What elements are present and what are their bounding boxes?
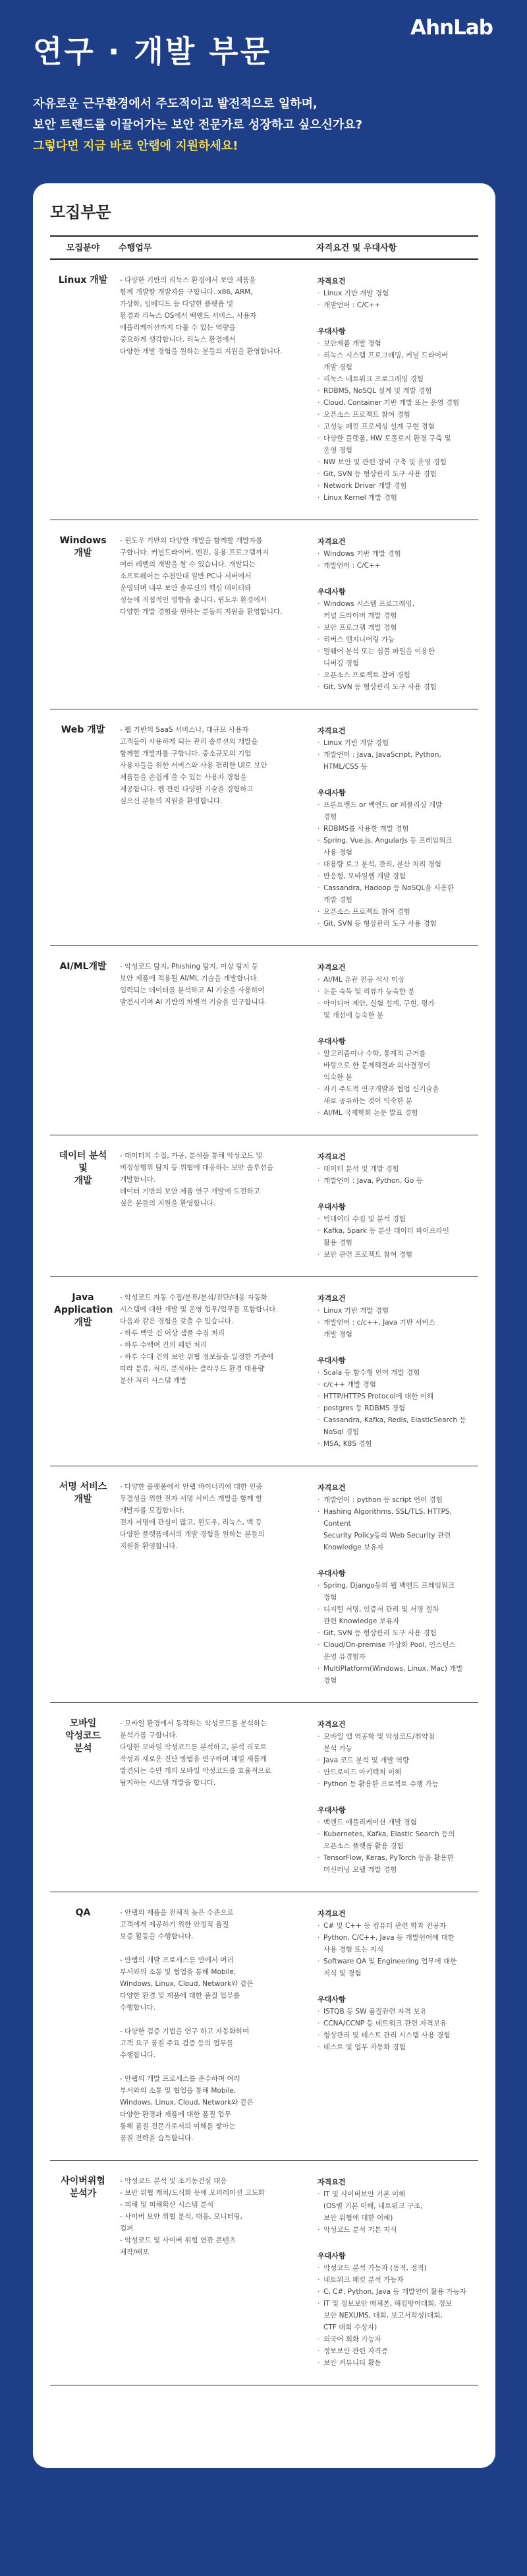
list-item: · 오픈소스 프로젝트 참여 경험 [318,906,474,918]
list-item: · Git, SVN 등 형상관리 도구 사용 경험 [318,918,474,930]
preferences-section [318,2250,474,2369]
list-item: · Kubernetes, Kafka, Elastic Search 등의 오픈소스 플랫폼 활용 경험 [318,1828,474,1852]
requirements-section [318,1908,474,1979]
table-row [50,520,478,709]
list-item: · 알고리즘이나 수학, 통계적 근거를 바탕으로 한 문제해결과 의사결정이 익숙한 분 [318,1048,474,1083]
table-row [50,1892,478,2161]
requirements-list [318,737,474,773]
requirements-title: 자격요건 [318,1483,346,1492]
list-item: · Linux Kernel 개발 경험 [318,492,474,504]
list-item: · CCNA/CCNP 등 네트워크 관련 자격보유 [318,2018,474,2029]
requirements-title: 자격요건 [318,1153,346,1161]
table-row [50,2161,478,2385]
position-requirements [314,1703,478,1892]
preferences-list [318,338,474,504]
list-item: · 개발언어 : C/C++ [318,299,474,311]
column-header-requirements: 자격요건 및 우대사항 [314,236,478,259]
list-item: · 악성코드 분석 기본 지식 [318,2224,474,2236]
column-header-duties: 수행업무 [116,236,314,259]
list-item: · Cassandra, Kafka, Redis, ElasticSearch 등 NoSql 경험 [318,1414,474,1438]
list-item: · 데이터 분석 및 개발 경험 [318,1163,474,1175]
list-item: · NW 보안 및 관련 장비 구축 및 운영 경험 [318,456,474,468]
preferences-section [318,1805,474,1876]
requirements-list [318,2188,474,2236]
position-field: Windows 개발 [59,535,107,558]
position-duties [116,259,314,520]
list-item: · C# 및 C++ 등 컴퓨터 관련 학과 전공자 [318,1920,474,1932]
list-item: · Python 등 활용한 프로젝트 수행 가능 [318,1778,474,1790]
position-duties [116,1892,314,2161]
table-row [50,259,478,520]
list-item: · Windows 기반 개발 경험 [318,548,474,560]
list-item: · 논문 숙독 및 리뷰가 능숙한 분 [318,986,474,998]
preferences-section [318,586,474,693]
list-item: · 개발언어 : Java, JavaScript, Python, HTML/CSS 등 [318,749,474,773]
preferences-title: 우대사항 [318,587,346,596]
list-item: · Cloud/On-premise 가상화 Pool, 인스턴스 운영 유경험자 [318,1639,474,1663]
list-item: · Linux 기반 개발 경험 [318,737,474,749]
list-item: · 모바일 앱 역공학 및 악성코드/취약점 분석 가능 [318,1731,474,1754]
preferences-title: 우대사항 [318,1806,346,1814]
position-requirements [314,1466,478,1703]
preferences-list [318,2262,474,2369]
list-item: · AI/ML 국제학회 논문 발표 경험 [318,1107,474,1119]
list-item: · Python, C/C++, Java 등 개발언어에 대한 사용 경험 또는 지식 [318,1932,474,1956]
recruitment-card [33,183,495,2468]
list-item: · 리눅스 시스템 프로그래밍, 커널 드라이버 개발 경험 [318,349,474,373]
requirements-title: 자격요건 [318,2178,346,2186]
position-field: 데이터 분석 및 개발 [59,1151,107,1186]
list-item: · Spring, Django등의 웹 백엔드 프레임워크 경험 [318,1580,474,1603]
preferences-title: 우대사항 [318,1995,346,2004]
requirements-section [318,725,474,773]
position-requirements [314,709,478,946]
requirements-title: 자격요건 [318,537,346,546]
duty-paragraph: - 악성코드 분석 및 조기농건실 대응 - 보안 위협 캐치/도식화 등에 오퍼레이션 고도화 - 피해 및 피해확산 시스템 분석 - 사이버 보안 위협 분석, 대응, 모니터링, 컴퍼 - 악성코드 및 사이버 위협 연관 콘텐츠 제작/배포 [120,2177,265,2256]
position-field: 서명 서비스 개발 [59,1482,107,1505]
list-item: · Linux 기반 개발 경험 [318,1305,474,1317]
duty-paragraph: - 악성코드 탐지, Phishing 탐지, 이상 탐지 등 보안 제품에 적용될 AI/ML 기술을 개발합니다. 입력되는 데이터를 분석하고 AI 기술을 사용하여 발전시키며 AI 기반의 차별적 기술을 연구합니다. [120,963,267,1006]
table-header-row [50,236,478,259]
preferences-title: 우대사항 [318,1356,346,1365]
requirements-section [318,962,474,1021]
requirements-section [318,1482,474,1553]
list-item: · 리눅스 네트워크 프로그래밍 경험 [318,373,474,385]
section-title: 모집부문 [50,203,111,222]
preferences-title: 우대사항 [318,1203,346,1211]
requirements-section [318,1293,474,1340]
list-item: · ISTQB 등 SW 품질관련 자격 보유 [318,2006,474,2018]
table-row [50,709,478,946]
list-item: · 개발언어 : C/C++ [318,560,474,572]
position-duties [116,946,314,1135]
requirements-title: 자격요건 [318,727,346,735]
list-item: · 빅데이터 수집 및 분석 경험 [318,1213,474,1225]
list-item: · RDBMS, NoSQL 설계 및 개발 경험 [318,385,474,397]
preferences-title: 우대사항 [318,1569,346,1578]
position-field: Web 개발 [61,725,105,735]
position-duties [116,2161,314,2385]
preferences-list [318,1367,474,1450]
requirements-list [318,548,474,572]
intro-text [33,94,494,157]
table-row [50,1703,478,1892]
preferences-title: 우대사항 [318,1037,346,1046]
list-item: · Linux 기반 개발 경험 [318,287,474,299]
preferences-list [318,1816,474,1876]
requirements-list [318,1305,474,1340]
list-item: · 테스트 및 업무 자동화 경험 [318,2041,474,2053]
preferences-list [318,1213,474,1261]
ahnlab-logo: AhnLab [410,16,493,40]
requirements-title: 자격요건 [318,963,346,972]
list-item: · 리버스 엔지니어링 가능 [318,634,474,645]
list-item: · 고성능 패킷 프로세싱 설계 구현 경험 [318,421,474,433]
preferences-section [318,326,474,504]
position-requirements [314,2161,478,2385]
duty-paragraph: - 데이터의 수집, 가공, 분석을 통해 악성코드 및 비정상행위 탐지 등 위협에 대응하는 보안 솔루션을 개발합니다. 데이터 기반의 보안 제품 연구 개발에 도전하고 싶은 분들의 지원을 환영합니다. [120,1152,274,1207]
position-field: QA [75,1907,91,1918]
table-body [50,259,478,2385]
hero-header [0,0,527,183]
position-field: Java Application 개발 [54,1292,113,1328]
preferences-title: 우대사항 [318,327,346,336]
list-item: · 보안 관련 프로젝트 참여 경험 [318,1249,474,1261]
list-item: · 자기 주도적 연구개발과 협업 신기술을 새로 공유하는 것이 익숙한 분 [318,1083,474,1107]
requirements-section [318,1151,474,1187]
requirements-list [318,974,474,1021]
intro-line-2: 보안 트렌드를 이끌어가는 보안 전문가로 성장하고 싶으신가요? [33,118,363,132]
list-item: · c/c++ 개발 경험 [318,1379,474,1391]
table-row [50,1135,478,1277]
preferences-list [318,1048,474,1119]
list-item: · IT 및 정보보안 매체본, 해킹방어대회, 정보 보안 NEXUMS, 대회, 보고서작성(대회, CTF 대회 수상자) [318,2298,474,2333]
list-item: · AI/ML 유관 전공 석사 이상 [318,974,474,986]
list-item: · TensorFlow, Keras, PyTorch 등을 활용한 머신러닝 모델 개발 경험 [318,1852,474,1876]
preferences-section [318,1036,474,1119]
duty-paragraph: - 다양한 검증 기법을 연구 하고 자동화하여 고객 요구 품질 주요 검증 등의 업무를 수행합니다. [120,2027,250,2059]
requirements-title: 자격요건 [318,1720,346,1729]
duty-paragraph: - 악성코드 자동 수집/분류/분석/진단/대응 자동화 시스템에 대한 개발 및 운영 업무/업무를 포함합니다. 다음과 같은 경험을 갖출 수 있습니다. - 하루 백만 건 이상 샘플 수집 처리 - 하루 수백여 건의 패턴 처리 - 하루 수대 건의 보안 위협 정보들을 일정한 기준에 따라 분류, 처리, 분석하는 클라우드 환경 대용량 분산 처리 시스템 개발 [120,1294,278,1385]
list-item: · C, C#, Python, Java 등 개발언어 활용 가능자 [318,2286,474,2298]
list-item: · MultiPlatform(Windows, Linux, Mac) 개발 경험 [318,1663,474,1687]
list-item: · Cassandra, Hadoop 등 NoSQL을 사용한 개발 경험 [318,882,474,906]
requirements-list [318,287,474,311]
requirements-title: 자격요건 [318,1909,346,1918]
requirements-title: 자격요건 [318,277,346,285]
list-item: · Network Driver 개발 경험 [318,480,474,492]
list-item: · Windows 시스템 프로그래밍, 커널 드라이버 개발 경험 [318,598,474,622]
requirements-list [318,1920,474,1979]
intro-line-3-highlight: 그렇다면 지금 바로 안랩에 지원하세요! [33,139,238,153]
list-item: · 대용량 로그 분석, 관리, 분산 처리 경험 [318,858,474,870]
list-item: · 보안 커뮤니티 활동 [318,2357,474,2369]
position-field: Linux 개발 [58,275,108,285]
column-header-field: 모집분야 [50,236,116,259]
list-item: · MSA, K8S 경험 [318,1438,474,1450]
preferences-list [318,1580,474,1687]
intro-line-1: 자유로운 근무환경에서 주도적이고 발전적으로 일하며, [33,97,318,111]
position-duties [116,1703,314,1892]
list-item: · IT 및 사이버보안 기본 이해 (OS별 기본 이해, 네트워크 구조, 보안 위협에 대한 이해) [318,2188,474,2224]
position-duties [116,520,314,709]
list-item: · 오픈소스 프로젝트 참여 경험 [318,669,474,681]
requirements-list [318,1494,474,1553]
requirements-section [318,536,474,572]
duty-paragraph: - 웹 기반의 SaaS 서비스나, 대규모 사용자 고객들이 사용하게 되는 관리 솔루션의 개발을 함께할 개발자를 구합니다. 중소규모의 기업 사용자들을 위한 서비스와 사용 편리한 UI로 보안 제품들을 손쉽게 쓸 수 있는 사용자 경험을 제공합니다. 웹 관련 다양한 기술을 경험하고 싶으신 분들의 지원을 환영합니다. [120,726,267,805]
list-item: · 개발언어 : Java, Python, Go 등 [318,1175,474,1187]
list-item: · Scala 등 함수형 언어 개발 경험 [318,1367,474,1379]
list-item: · Spring, Vue.js, AngularJs 등 프레임워크 사용 경험 [318,835,474,858]
list-item: · Java 코드 분석 및 개발 역량 [318,1754,474,1766]
position-requirements [314,1892,478,2161]
list-item: · 반응형, 모바일웹 개발 경험 [318,870,474,882]
list-item: · 다양한 플랫폼, HW 토폴로지 환경 구축 및 운영 경험 [318,433,474,456]
duty-paragraph: - 안랩의 개발 프로세스를 준수하며 여러 부서와의 소통 및 협업을 통해 Mobile, Windows, Linux, Cloud, Network와 같은 다양한 환경과 제품에 대한 품질 업무 통해 품질 전문가로서의 이해를 쌓아는 품질 전략을 습득합니다. [120,2075,254,2142]
table-row [50,1466,478,1703]
list-item: · 보안 프로그램 개발 경험 [318,622,474,634]
list-item: · Hashing Algorithms, SSL/TLS, HTTPS, Content Security Policy등의 Web Security 관련 Knowledge 보유자 [318,1506,474,1553]
list-item: · Git, SVN 등 형상관리 도구 사용 경험 [318,681,474,693]
requirements-section [318,2176,474,2236]
preferences-title: 우대사항 [318,2252,346,2260]
list-item: · 오픈소스 프로젝트 참여 경험 [318,409,474,421]
list-item: · 멀웨어 분석 또는 심볼 파일을 이용한 디버깅 경험 [318,645,474,669]
duty-paragraph: - 안랩의 개발 프로세스를 안에서 여러 부서와의 소통 및 협업을 통해 Mobile, Windows, Linux, Cloud, Network와 같은 다양한 환경 및 제품에 대한 품질 업무를 수행합니다. [120,1956,254,2012]
preferences-section [318,1355,474,1450]
list-item: · 개발언어 : c/c++, Java 기반 서비스 개발 경험 [318,1317,474,1340]
duty-paragraph: - 윈도우 기반의 다양한 개발을 함께할 개발자를 구합니다. 커널드라이버, 엔진, 응용 프로그램까지 여러 레벨의 개발을 할 수 있습니다. 개발되는 소프트웨어는 수천만대 일반 PC나 서버에서 운영되며 내부 보안 솔루션의 핵심 데이터와 성능에 직접적인 영향을 줍니다. 윈도우 환경에서 다양한 개발 경험을 원하는 분들의 지원을 환영합니다. [120,537,283,616]
preferences-list [318,2006,474,2053]
position-duties [116,1277,314,1466]
list-item: · 아이디어 제안, 실험 설계, 구현, 평가 및 개선에 능숙한 분 [318,998,474,1021]
duty-paragraph: - 안랩의 제품을 전체적 높은 수준으로 고객에게 제공하기 위한 안정적 품질 보증 활동을 수행합니다. [120,1909,234,1940]
position-field: 사이버위협 분석가 [61,2176,105,2199]
list-item: · 형상관리 및 테스트 관리 시스템 사용 경험 [318,2029,474,2041]
duty-paragraph: - 모바일 환경에서 동작하는 악성코드를 분석하는 분석가를 구합니다. 다양한 모바일 악성코드를 분석하고, 분석 리포트 작성과 새로운 진단 방법을 연구하며 매일 새롭게 발견되는 수만 개의 모바일 악성코드를 효율적으로 탐지하는 시스템 개발을 합니다. [120,1720,271,1787]
list-item: · 개발언어 : python 등 script 언어 경험 [318,1494,474,1506]
list-item: · 디지털 서명, 인증서 관리 및 서명 절차 관련 Knowledge 보유자 [318,1603,474,1627]
positions-table [50,235,478,2385]
position-requirements [314,520,478,709]
list-item: · Cloud, Container 기반 개발 또는 운영 경험 [318,397,474,409]
preferences-section [318,1201,474,1261]
list-item: · 정보보안 관련 자격증 [318,2345,474,2357]
list-item: · 백엔드 애플리케이션 개발 경험 [318,1816,474,1828]
list-item: · HTTP/HTTPS Protocol에 대한 이해 [318,1391,474,1402]
list-item: · 프론트엔드 or 백엔드 or 퍼블리싱 개발 경험 [318,799,474,823]
list-item: · Git, SVN 등 형상관리 도구 사용 경험 [318,468,474,480]
list-item: · postgres 등 RDBMS 경험 [318,1402,474,1414]
position-requirements [314,1135,478,1277]
position-duties [116,1135,314,1277]
requirements-list [318,1731,474,1790]
position-requirements [314,946,478,1135]
position-field: 모바일 악성코드 분석 [65,1718,101,1754]
list-item: · 외국어 회화 가능자 [318,2333,474,2345]
position-field: AI/ML개발 [59,961,107,972]
position-duties [116,1466,314,1703]
requirements-title: 자격요건 [318,1294,346,1303]
preferences-list [318,799,474,930]
table-row [50,946,478,1135]
list-item: · 보안제품 개발 경험 [318,338,474,349]
preferences-list [318,598,474,693]
requirements-section [318,1719,474,1790]
requirements-section [318,276,474,311]
position-duties [116,709,314,946]
list-item: · Software QA 및 Engineering 업무에 대한 지식 및 경험 [318,1956,474,1979]
list-item: · Git, SVN 등 형상관리 도구 사용 경험 [318,1627,474,1639]
preferences-section [318,1994,474,2053]
preferences-section [318,787,474,930]
preferences-title: 우대사항 [318,789,346,797]
list-item: · 안드로이드 아키텍처 이해 [318,1766,474,1778]
list-item: · RDBMS를 사용한 개발 경험 [318,823,474,835]
list-item: · 네트워크 패킷 분석 가능자 [318,2274,474,2286]
list-item: · 악성코드 분석 가능자 (동적, 정적) [318,2262,474,2274]
list-item: · Kafka, Spark 등 분산 데이터 파이프라인 활용 경험 [318,1225,474,1249]
position-requirements [314,1277,478,1466]
table-row [50,1277,478,1466]
duty-paragraph: - 다양한 기반의 리눅스 환경에서 보안 제품을 함께 개발할 개발자를 구합니다. x86, ARM, 가상화, 임베디드 등 다양한 플랫폼 및 환경과 리눅스 OS에서 백엔드 서비스, 사용자 애플리케이션까지 다룰 수 있는 역량을 중요하게 생각합니다. 리눅스 환경에서 다양한 개발 경험을 원하는 분들의 지원을 환영합니다. [120,276,283,355]
preferences-section [318,1568,474,1687]
requirements-list [318,1163,474,1187]
position-requirements [314,259,478,520]
page-title: 연구 · 개발 부문 [33,34,272,69]
duty-paragraph: - 다양한 플랫폼에서 안랩 바이너리에 대한 인증 무결성을 위한 전자 서명 서비스 개발을 함께 할 개발자를 모집합니다. 전자 서명에 관심이 많고, 윈도우, 리눅스, 맥 등 다양한 플랫폼에서의 개발 경험을 원하는 분들의 지원을 환영합니다. [120,1483,265,1550]
